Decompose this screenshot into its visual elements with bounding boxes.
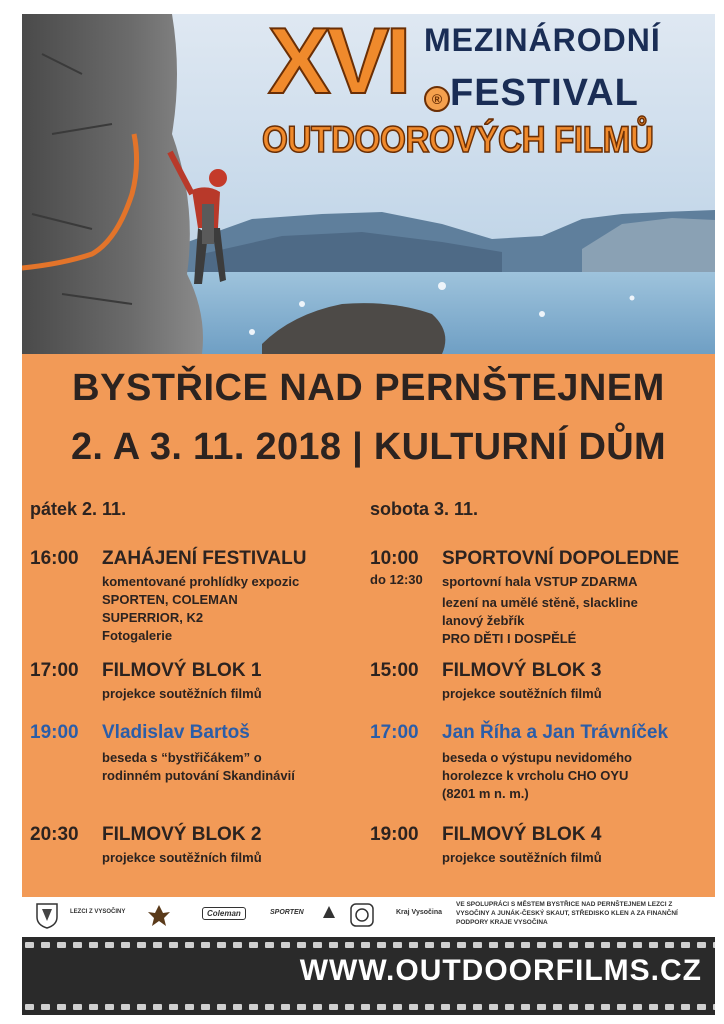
skaut-lily-icon	[146, 903, 172, 929]
title-line-festival: FESTIVAL	[450, 72, 639, 114]
schedule-time: 10:00	[370, 548, 419, 569]
schedule-detail: projekce soutěžních filmů	[442, 850, 602, 865]
schedule-detail: lanový žebřík	[442, 613, 525, 628]
schedule-until: do 12:30	[370, 572, 423, 587]
registered-mark: ®	[424, 86, 450, 112]
film-perforation-top	[22, 941, 715, 949]
schedule-title: ZAHÁJENÍ FESTIVALU	[102, 548, 307, 569]
day-heading-friday: pátek 2. 11.	[30, 499, 127, 519]
schedule-detail: PRO DĚTI I DOSPĚLÉ	[442, 631, 577, 646]
schedule-detail: projekce soutěžních filmů	[102, 850, 262, 865]
sporten-mark-icon	[322, 905, 336, 919]
schedule-time: 20:30	[30, 824, 79, 845]
schedule-detail: lezení na umělé stěně, slackline	[442, 595, 638, 610]
logo-coleman: Coleman	[202, 907, 246, 920]
schedule-detail: (8201 m n. m.)	[442, 786, 529, 801]
logo-sporten: SPORTEN	[270, 909, 304, 916]
schedule-detail: beseda o výstupu nevidomého	[442, 750, 632, 765]
schedule-detail: projekce soutěžních filmů	[102, 686, 262, 701]
schedule-venue-note: sportovní hala VSTUP ZDARMA	[442, 574, 638, 589]
venue-dateline: 2. A 3. 11. 2018 | KULTURNÍ DŮM	[70, 426, 666, 468]
title-line-mezinarodni: MEZINÁRODNÍ	[424, 22, 661, 58]
schedule-detail: horolezce k vrcholu CHO OYU	[442, 768, 629, 783]
film-perforation-bottom	[22, 1003, 715, 1011]
logo-kraj-vysocina: Kraj Vysočina	[396, 909, 443, 916]
schedule-title: FILMOVÝ BLOK 1	[102, 660, 262, 681]
schedule-title: SPORTOVNÍ DOPOLEDNE	[442, 548, 680, 569]
website-url[interactable]: WWW.OUTDOORFILMS.CZ	[299, 954, 702, 987]
schedule-detail: SUPERRIOR, K2	[102, 610, 204, 625]
schedule-time: 17:00	[370, 722, 419, 743]
schedule-detail: SPORTEN, COLEMAN	[102, 592, 238, 607]
schedule-time: 16:00	[30, 548, 79, 569]
day-heading-saturday: sobota 3. 11.	[370, 499, 479, 519]
schedule-title: FILMOVÝ BLOK 4	[442, 824, 602, 845]
title-line-outdoor-films: OUTDOOROVÝCH FILMŮ	[262, 119, 654, 160]
edition-number: XVI	[268, 8, 408, 113]
schedule-title: Vladislav Bartoš	[102, 722, 250, 743]
k2-logo-icon	[350, 903, 374, 927]
schedule-title: FILMOVÝ BLOK 3	[442, 660, 602, 681]
venue-city: BYSTŘICE NAD PERNŠTEJNEM	[72, 367, 665, 409]
schedule-time: 15:00	[370, 660, 419, 681]
schedule-time: 19:00	[30, 722, 79, 743]
logo-lezci-z-vysociny: LEZCI Z VYSOČINY	[70, 909, 126, 915]
schedule-time: 19:00	[370, 824, 419, 845]
schedule-title: Jan Říha a Jan Trávníček	[442, 722, 669, 743]
schedule-detail: Fotogalerie	[102, 628, 173, 643]
schedule-detail: rodinném putování Skandinávií	[102, 768, 295, 783]
schedule-title: FILMOVÝ BLOK 2	[102, 824, 262, 845]
schedule-time: 17:00	[30, 660, 79, 681]
schedule-detail: projekce soutěžních filmů	[442, 686, 602, 701]
schedule-detail: beseda s “bystřičákem” o	[102, 750, 262, 765]
schedule-detail: komentované prohlídky expozic	[102, 574, 300, 589]
town-coat-of-arms-icon	[36, 903, 58, 929]
partner-statement: VE SPOLUPRÁCI S MĚSTEM BYSTŘICE NAD PERNŠTEJNEM LEZCI Z VYSOČINY A JUNÁK-ČESKÝ SKAUT, STŘEDISKO KLEN A ZA FINANČNÍ PODPORY KRAJE VYSOČINA	[456, 901, 678, 926]
